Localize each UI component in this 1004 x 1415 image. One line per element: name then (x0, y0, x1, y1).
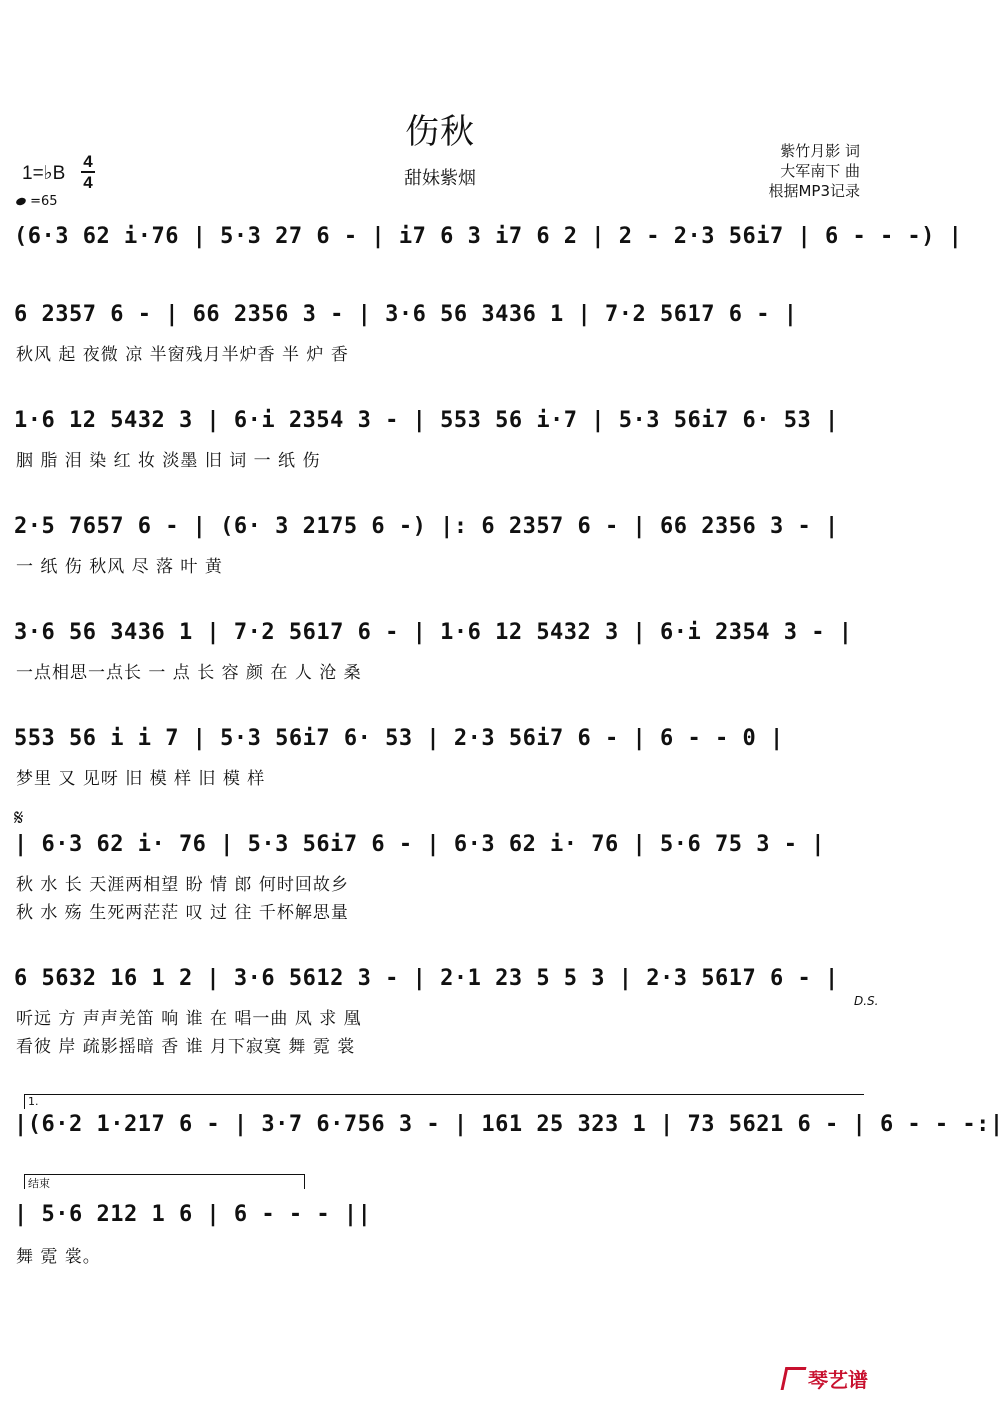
time-signature (80, 152, 96, 192)
lyrics-row-3: 胭 脂 泪 染 红 妆 淡墨 旧 词 一 纸 伤 (16, 451, 321, 471)
logo-text: 琴艺谱 (808, 1370, 868, 1392)
lyrics-row-10: 舞 霓 裳。 (16, 1247, 101, 1267)
time-top: 4 (83, 152, 93, 171)
logo-icon (781, 1367, 807, 1390)
score-row-3 (14, 406, 864, 436)
lyrics-row-2: 秋风 起 夜微 凉 半窗残月半炉香 半 炉 香 (16, 345, 349, 365)
key-signature: 1=♭B (22, 163, 66, 184)
lyrics-row-6: 梦里 又 见呀 旧 模 样 旧 模 样 (16, 769, 266, 789)
notes-row-8: 6 5632 16 1 2 | 3·6 5612 3 - | 2·1 23 5 5 3 | 2·3 5617 6 - | (14, 966, 839, 991)
source-note: 根据MP3记录 (768, 182, 860, 200)
notes-row-2: 6 2357 6 - | 66 2356 3 - | 3·6 56 3436 1 | 7·2 5617 6 - | (14, 302, 798, 327)
composer-credit: 大军南下 曲 (780, 162, 860, 180)
lyrics-row-8-verse-2: 看彼 岸 疏影摇暗 香 谁 月下寂寞 舞 霓 裳 (16, 1037, 356, 1057)
lyrics-row-5: 一点相思一点长 一 点 长 容 颜 在 人 沧 桑 (16, 663, 362, 683)
song-title: 伤秋 (405, 112, 475, 152)
tempo-mark (16, 194, 58, 209)
lyrics-row-7-verse-2: 秋 水 殇 生死两茫茫 叹 过 往 千杯解思量 (16, 903, 349, 923)
notes-row-9: |(6·2 1·217 6 - | 3·7 6·756 3 - | 161 25 323 1 | 73 5621 6 - | 6 - - -:| (14, 1112, 1004, 1137)
ending-bracket (24, 1174, 305, 1189)
score-row-8 (14, 964, 864, 994)
notes-row-4: 2·5 7657 6 - | (6· 3 2175 6 -) |: 6 2357 6 - | 66 2356 3 - | (14, 514, 839, 539)
score-row-1 (14, 222, 963, 252)
segno-sign: 𝄋 (14, 806, 24, 831)
lyrics-row-7-verse-1: 秋 水 长 天涯两相望 盼 情 郎 何时回故乡 (16, 875, 349, 895)
quarter-note-icon (15, 197, 27, 207)
tempo-value: =65 (30, 194, 58, 209)
score-row-7 (14, 830, 864, 860)
ending-label: 结束 (28, 1177, 50, 1190)
volta-label: 1. (28, 1095, 39, 1108)
lyrics-row-4: 一 纸 伤 秋风 尽 落 叶 黄 (16, 557, 223, 577)
notes-row-6: 553 56 i i 7 | 5·3 56i7 6· 53 | 2·3 56i7 6 - | 6 - - 0 | (14, 726, 784, 751)
score-row-9 (14, 1110, 1004, 1140)
score-row-5 (14, 618, 864, 648)
notes-row-10: | 5·6 212 1 6 | 6 - - - || (14, 1202, 372, 1227)
notes-row-7: | 6·3 62 i· 76 | 5·3 56i7 6 - | 6·3 62 i· 76 | 5·6 75 3 - | (14, 832, 825, 857)
lyricist-credit: 紫竹月影 词 (780, 142, 860, 160)
lyrics-row-8-verse-1: 听远 方 声声羌笛 响 谁 在 唱一曲 凤 求 凰 (16, 1009, 362, 1029)
singer-name: 甜妹紫烟 (404, 168, 476, 189)
notes-row-5: 3·6 56 3436 1 | 7·2 5617 6 - | 1·6 12 5432 3 | 6·i 2354 3 - | (14, 620, 853, 645)
score-row-10 (14, 1200, 372, 1230)
ds-mark: D.S. (854, 994, 879, 1008)
score-row-4 (14, 512, 864, 542)
notes-row-1: (6·3 62 i·76 | 5·3 27 6 - | i7 6 3 i7 6 2 | 2 - 2·3 56i7 | 6 - - -) | (14, 224, 963, 249)
notes-row-3: 1·6 12 5432 3 | 6·i 2354 3 - | 553 56 i·7 | 5·3 56i7 6· 53 | (14, 408, 839, 433)
site-logo (783, 1364, 868, 1393)
score-row-6 (14, 724, 864, 754)
score-row-2 (14, 300, 864, 330)
first-ending-bracket (24, 1094, 864, 1109)
time-bottom: 4 (83, 173, 93, 192)
